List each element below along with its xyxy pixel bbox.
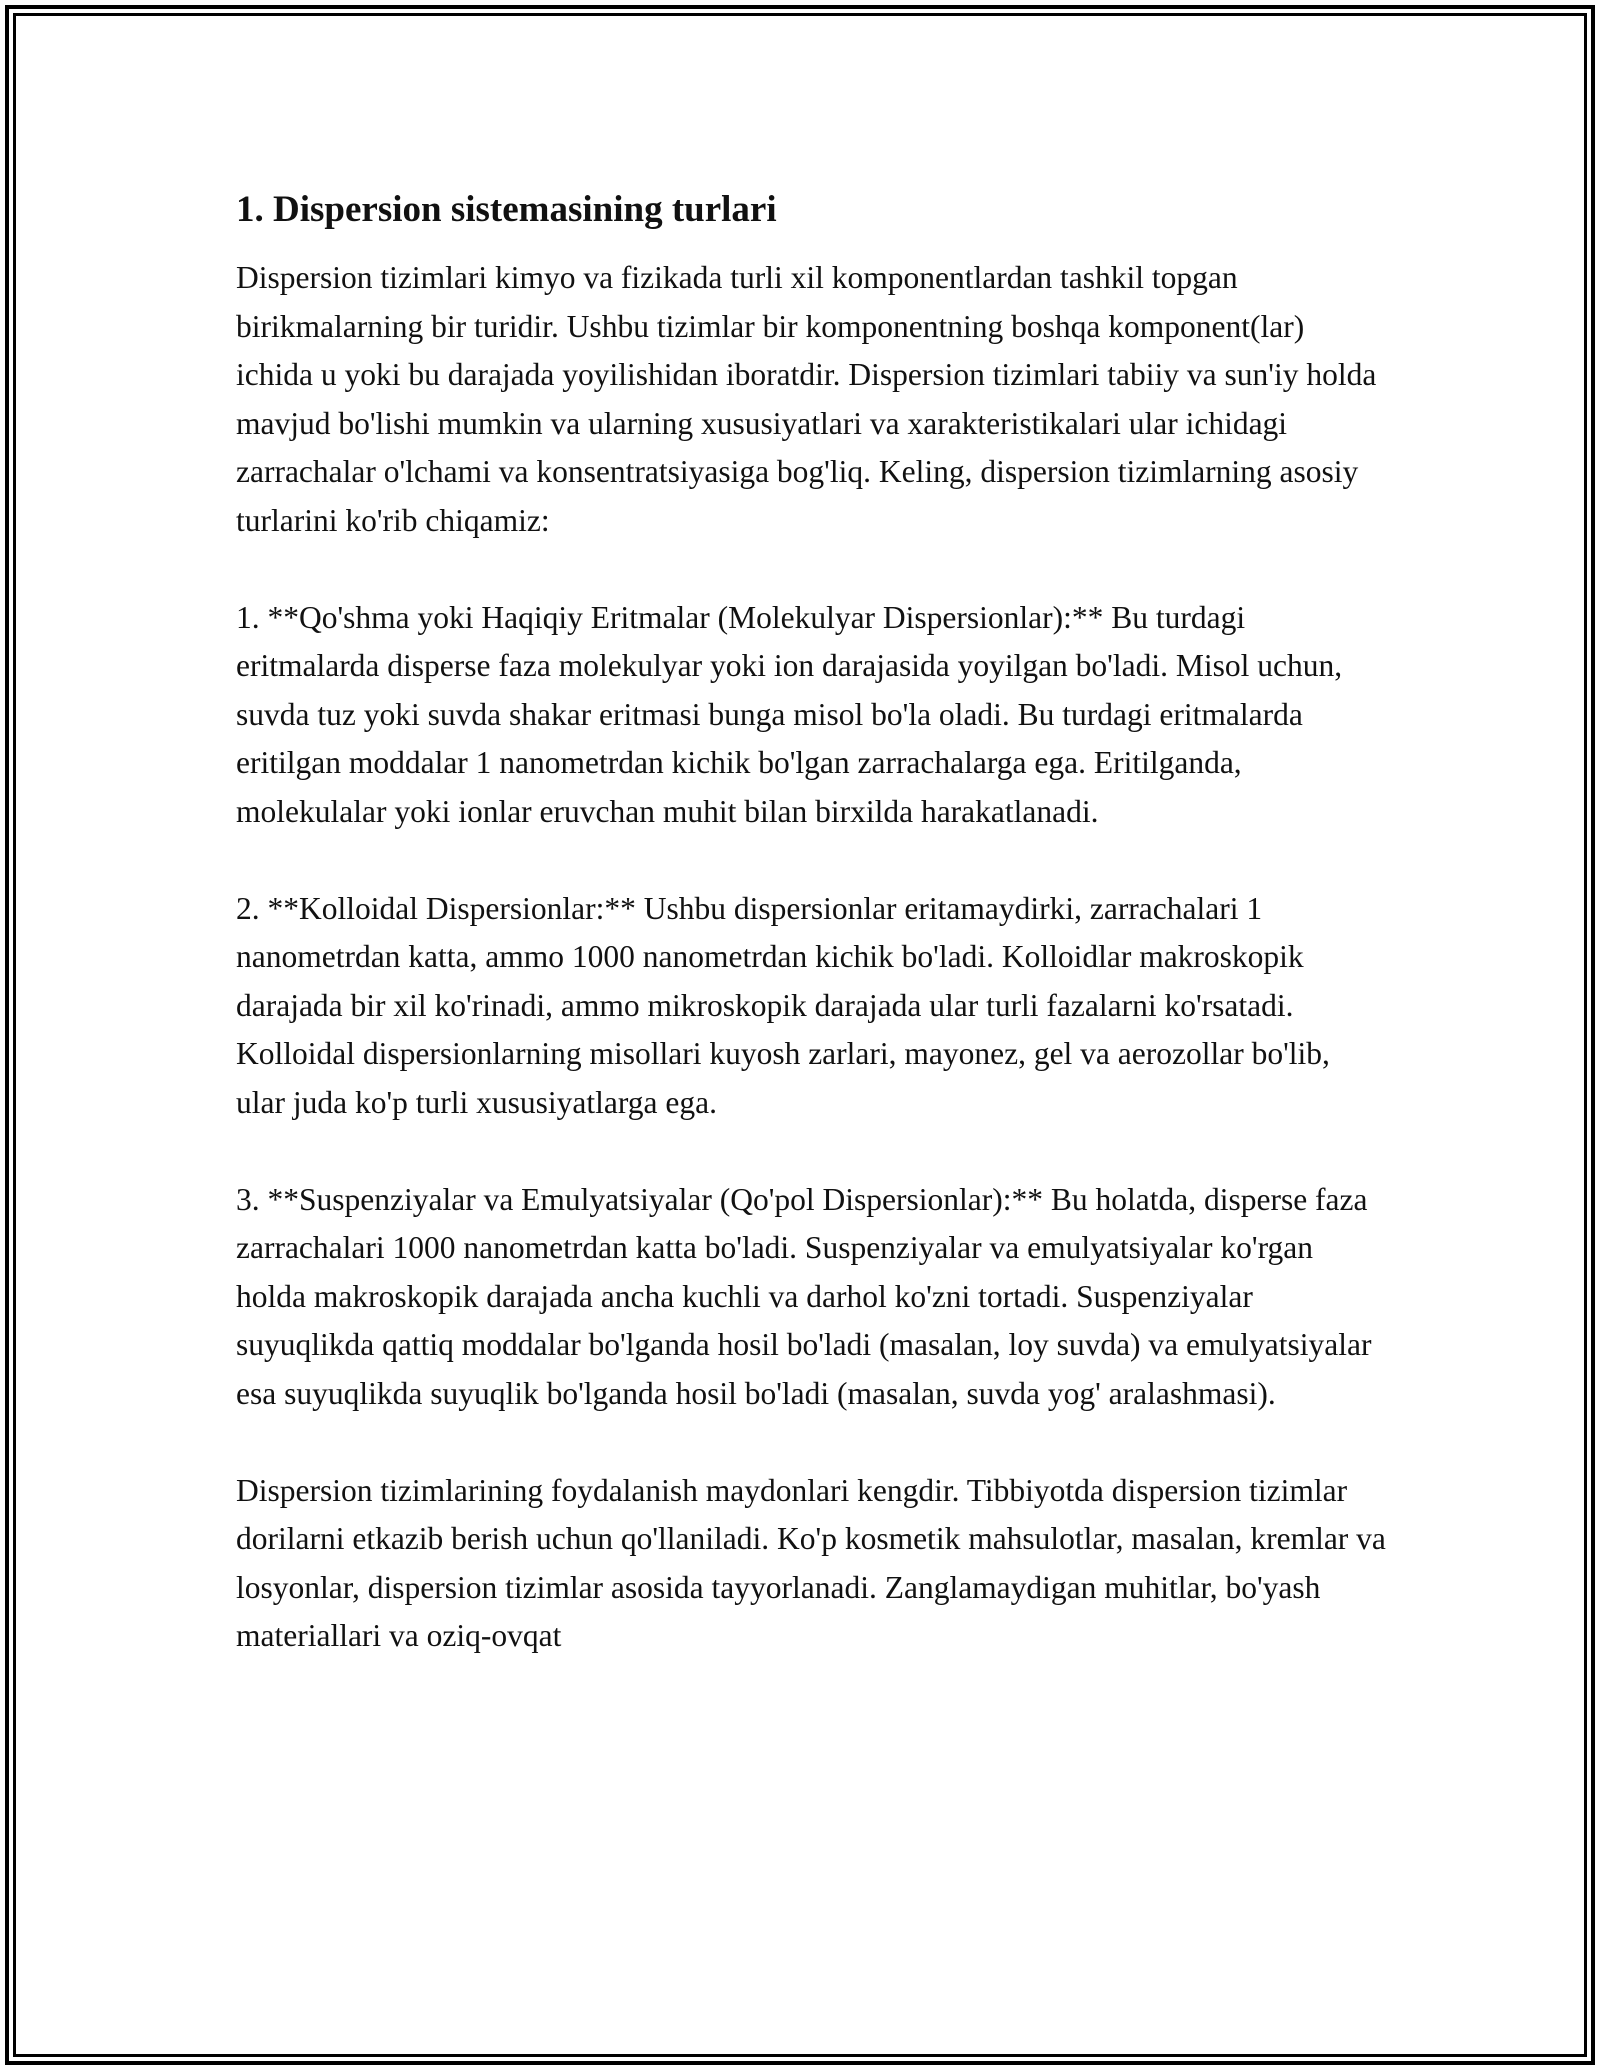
- applications-paragraph: Dispersion tizimlarining foydalanish maydonlari kengdir. Tibbiyotda dispersion tizimlar dorilarni etkazib berish uchun qo'llaniladi. Ko'p kosmetik mahsulotlar, masalan, kremlar va losyonlar, dispersion tizimlar asosida tayyorlanadi. Zanglamaydigan muhitlar, bo'yash materiallari va oziq-ovqat: [236, 1472, 1386, 1653]
- intro-paragraph: Dispersion tizimlari kimyo va fizikada turli xil komponentlardan tashkil topgan birikmalarning bir turidir. Ushbu tizimlar bir komponentning boshqa komponent(lar) ichida u yoki bu darajada yoyilishidan iboratdir. Dispersion tizimlari tabiiy va sun'iy holda mavjud bo'lishi mumkin va ularning xususiyatlari va xarakteristikalari ular ichidagi zarrachalar o'lchami va konsentratsiyasiga bog'liq. Keling, dispersion tizimlarning asosiy turlarini ko'rib chiqamiz:: [236, 260, 1377, 538]
- document-body: [236, 186, 1386, 1661]
- section-heading: 1. Dispersion sistemasining turlari: [236, 189, 777, 230]
- list-item-colloidal-dispersions: 2. **Kolloidal Dispersionlar:** Ushbu dispersionlar eritamaydirki, zarrachalari 1 nanometrdan katta, ammo 1000 nanometrdan kichik bo'ladi. Kolloidlar makroskopik darajada bir xil ko'rinadi, ammo mikroskopik darajada ular turli fazalarni ko'rsatadi. Kolloidal dispersionlarning misollari kuyosh zarlari, mayonez, gel va aerozollar bo'lib, ular juda ko'p turli xususiyatlarga ega.: [236, 890, 1330, 1120]
- list-item-true-solutions: 1. **Qo'shma yoki Haqiqiy Eritmalar (Molekulyar Dispersionlar):** Bu turdagi eritmalarda disperse faza molekulyar yoki ion darajasida yoyilgan bo'ladi. Misol uchun, suvda tuz yoki suvda shakar eritmasi bunga misol bo'la oladi. Bu turdagi eritmalarda eritilgan moddalar 1 nanometrdan kichik bo'lgan zarrachalarga ega. Eritilganda, molekulalar yoki ionlar eruvchan muhit bilan birxilda harakatlanadi.: [236, 599, 1343, 829]
- list-item-suspensions-emulsions: 3. **Suspenziyalar va Emulyatsiyalar (Qo'pol Dispersionlar):** Bu holatda, disperse faza zarrachalari 1000 nanometrdan katta bo'ladi. Suspenziyalar va emulyatsiyalar ko'rgan holda makroskopik darajada ancha kuchli va darhol ko'zni tortadi. Suspenziyalar suyuqlikda qattiq moddalar bo'lganda hosil bo'ladi (masalan, loy suvda) va emulyatsiyalar esa suyuqlikda suyuqlik bo'lganda hosil bo'ladi (masalan, suvda yog' aralashmasi).: [236, 1181, 1372, 1411]
